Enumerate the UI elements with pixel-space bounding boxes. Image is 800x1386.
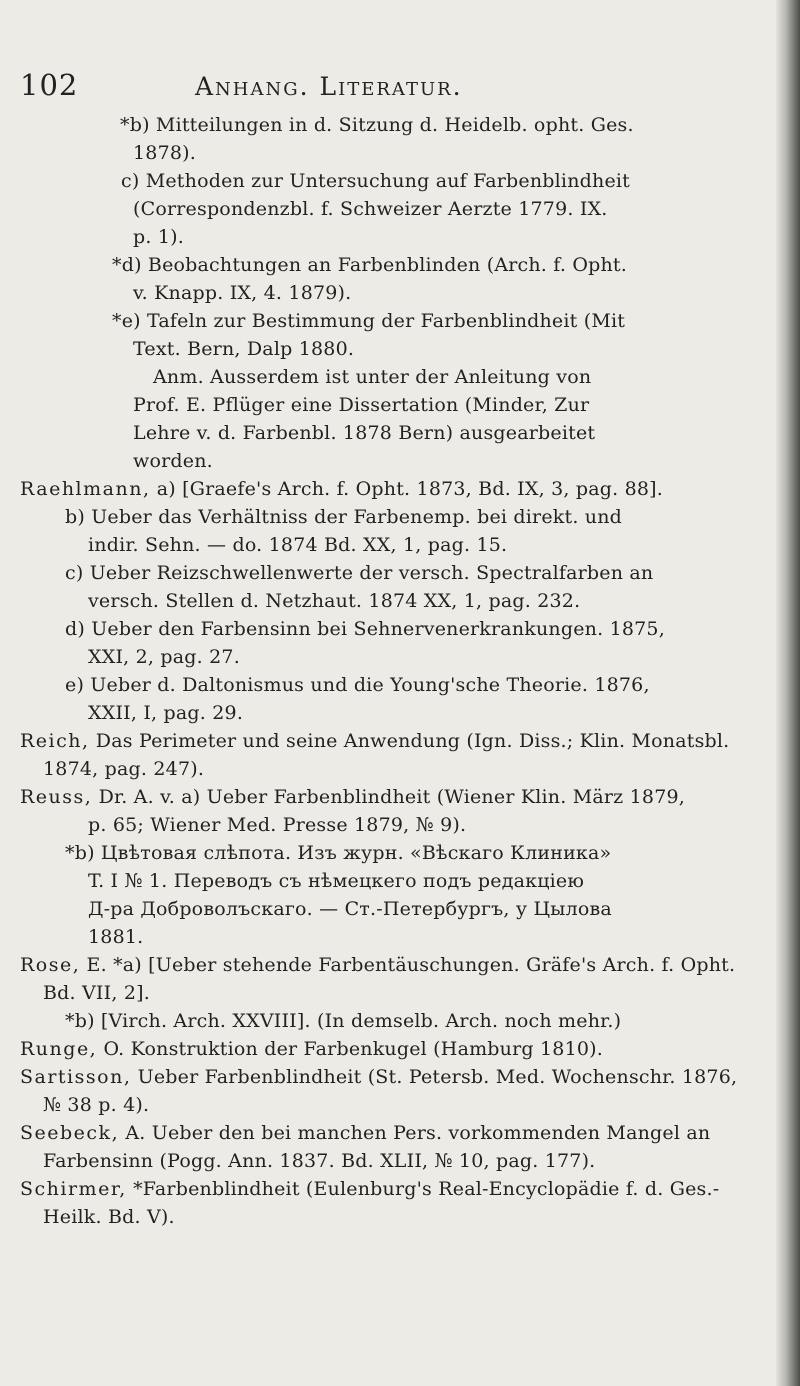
bib-line [88,868,584,894]
bib-line-text: T. I № 1. Переводъ съ нѣмецкего подъ редакціею [88,870,585,892]
bib-author: Runge, [20,1038,98,1060]
bib-line [88,532,507,558]
bib-line [88,924,143,950]
bib-line-text: d) Ueber den Farbensinn bei Sehnervenerkrankungen. 1875, [65,618,665,640]
bib-line [153,364,591,390]
bib-line [65,1008,621,1034]
bib-author: Seebeck, [20,1122,120,1144]
bib-line-text: Heilk. Bd. V). [43,1206,175,1228]
bib-line-text: *b) Цвѣтовая слѣпота. Изъ журн. «Вѣскаго Клиника» [65,842,612,864]
bib-line-text: e) Ueber d. Daltonismus und die Young'sche Theorie. 1876, [65,674,650,696]
bib-line-text: E. *a) [Ueber stehende Farbentäuschungen. Gräfe's Arch. f. Opht. [86,954,736,976]
bib-line-text: c) Methoden zur Untersuchung auf Farbenblindheit [121,170,630,192]
bib-line [88,588,580,614]
bib-line-text: *d) Beobachtungen an Farbenblinden (Arch. f. Opht. [112,254,627,276]
bib-line [88,644,240,670]
page-number: 102 [20,68,79,102]
page-header [20,68,760,108]
bib-line [133,392,589,418]
bib-line [43,756,204,782]
bib-author: Raehlmann, [20,478,151,500]
bib-line [20,476,663,502]
page-edge-shadow [776,0,800,1386]
bib-line-text: Farbensinn (Pogg. Ann. 1837. Bd. XLII, № 10, pag. 177). [43,1150,596,1172]
bib-line-text: Text. Bern, Dalp 1880. [133,338,355,360]
bib-author: Reuss, [20,786,93,808]
bib-line-text: Д-ра Доброволъскаго. — Ст.-Петербургъ, у Цылова [88,898,612,920]
bib-line-text: a) [Graefe's Arch. f. Opht. 1873, Bd. IX, 3, pag. 88]. [156,478,664,500]
bib-line [20,728,729,754]
bib-author: Sartisson, [20,1066,132,1088]
bib-line-text: 1878). [133,142,197,164]
bib-line-text: Anm. Ausserdem ist unter der Anleitung von [153,366,592,388]
bib-line [65,840,611,866]
bib-line [133,336,354,362]
bib-line [133,224,184,250]
bib-line-text: *Farbenblindheit (Eulenburg's Real-Encyclopädie f. d. Ges.- [133,1178,720,1200]
bib-line-text: Lehre v. d. Farbenbl. 1878 Bern) ausgearbeitet [133,422,596,444]
bib-line [43,1092,149,1118]
bib-line-text: O. Konstruktion der Farbenkugel (Hamburg 1810). [103,1038,603,1060]
bib-line-text: c) Ueber Reizschwellenwerte der versch. Spectralfarben an [65,562,654,584]
bib-line-text: p. 1). [133,226,184,248]
bib-line [65,560,653,586]
bib-line-text: *e) Tafeln zur Bestimmung der Farbenblindheit (Mit [112,310,626,332]
bib-line [133,280,351,306]
bib-line-text: 1874, pag. 247). [43,758,205,780]
bib-line [20,952,735,978]
bib-line [20,1036,603,1062]
bib-line [88,896,612,922]
bib-line-text: 1881. [88,926,144,948]
bib-line-text: *b) Mitteilungen in d. Sitzung d. Heidelb. opht. Ges. [120,114,634,136]
bib-line [65,672,650,698]
bib-line-text: versch. Stellen d. Netzhaut. 1874 XX, 1, pag. 232. [88,590,581,612]
bib-line [133,448,213,474]
bib-line [133,140,196,166]
bib-line-text: worden. [133,450,213,472]
bib-line-text: indir. Sehn. — do. 1874 Bd. XX, 1, pag. 15. [88,534,508,556]
bib-line-text: Ueber Farbenblindheit (St. Petersb. Med. Wochenschr. 1876, [137,1066,738,1088]
bib-line-text: v. Knapp. IX, 4. 1879). [133,282,352,304]
bib-line [112,252,627,278]
bib-line [20,784,685,810]
bib-line [121,168,630,194]
running-title: Anhang. Literatur. [195,72,463,101]
bib-line-text: p. 65; Wiener Med. Presse 1879, № 9). [88,814,467,836]
bib-line-text: Dr. A. v. a) Ueber Farbenblindheit (Wiener Klin. März 1879, [98,786,686,808]
bib-line [20,1120,710,1146]
bib-line-text: Das Perimeter und seine Anwendung (Ign. Diss.; Klin. Monatsbl. [95,730,730,752]
bib-author: Reich, [20,730,90,752]
bib-line [43,980,150,1006]
bib-line [88,700,243,726]
bib-line-text: Bd. VII, 2]. [43,982,150,1004]
bib-line-text: Prof. E. Pflüger eine Dissertation (Minder, Zur [133,394,590,416]
bib-line [88,812,466,838]
bib-author: Schirmer, [20,1178,127,1200]
bib-line-text: A. Ueber den bei manchen Pers. vorkommenden Mangel an [125,1122,711,1144]
bib-author: Rose, [20,954,81,976]
bib-line-text: XXI, 2, pag. 27. [88,646,240,668]
bib-line [65,616,665,642]
bib-line [43,1204,175,1230]
bib-line [43,1148,595,1174]
bib-line-text: *b) [Virch. Arch. XXVIII]. (In demselb. Arch. noch mehr.) [65,1010,622,1032]
bib-line [133,420,595,446]
bib-line [133,196,608,222]
bib-line [65,504,622,530]
bib-line [20,1064,737,1090]
bib-line-text: b) Ueber das Verhältniss der Farbenemp. bei direkt. und [65,506,623,528]
bib-line [120,112,634,138]
bib-line [112,308,625,334]
bib-line-text: (Correspondenzbl. f. Schweizer Aerzte 1779. IX. [133,198,608,220]
bib-line [20,1176,719,1202]
bib-line-text: XXII, I, pag. 29. [88,702,244,724]
bib-line-text: № 38 p. 4). [43,1094,150,1116]
